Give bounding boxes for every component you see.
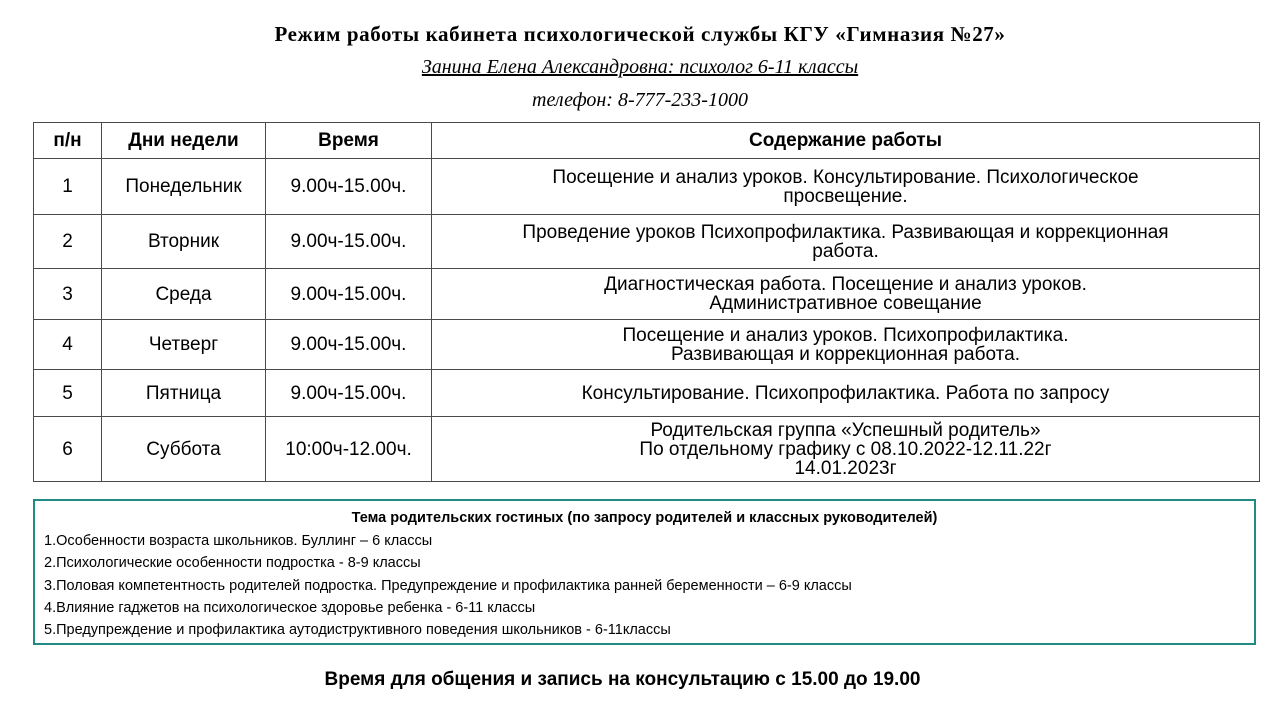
page-title: Режим работы кабинета психологической службы КГУ «Гимназия №27» (274, 22, 1006, 46)
row-time: 9.00ч-15.00ч. (266, 215, 432, 269)
row-content-line: работа. (812, 240, 879, 262)
column-header-time: Время (266, 123, 432, 159)
row-time: 9.00ч-15.00ч. (266, 370, 432, 417)
row-time: 9.00ч-15.00ч. (266, 269, 432, 320)
row-content-line: Проведение уроков Психопрофилактика. Развивающая и коррекционная (522, 221, 1169, 243)
table-row (34, 320, 1260, 370)
row-content-line: Диагностическая работа. Посещение и анализ уроков. (604, 274, 1087, 295)
table-row (34, 159, 1260, 215)
row-number: 3 (34, 269, 102, 320)
topic-item: 2.Психологические особенности подростка - 8-9 классы (44, 555, 421, 572)
row-content-line: Посещение и анализ уроков. Консультирование. Психологическое (552, 166, 1139, 188)
psychologist-name (0, 56, 1280, 79)
row-number: 6 (34, 417, 102, 482)
topic-item: 4.Влияние гаджетов на психологическое здоровье ребенка - 6-11 классы (44, 599, 536, 616)
table-row (34, 215, 1260, 269)
schedule-header-row (34, 123, 1260, 159)
row-number: 1 (34, 159, 102, 215)
row-time: 9.00ч-15.00ч. (266, 320, 432, 370)
column-header-content: Содержание работы (432, 123, 1260, 159)
row-day: Понедельник (102, 159, 266, 215)
row-content-line: Посещение и анализ уроков. Психопрофилактика. (622, 324, 1069, 346)
column-header-day: Дни недели (102, 123, 266, 159)
row-content-line: просвещение. (783, 185, 908, 207)
parent-topics-box (33, 499, 1256, 645)
row-day: Пятница (102, 370, 266, 417)
row-content-line: Административное совещание (709, 293, 982, 314)
column-header-number: п/н (34, 123, 102, 159)
row-day: Четверг (102, 320, 266, 370)
row-content-line: Развивающая и коррекционная работа. (671, 343, 1020, 365)
row-content (432, 417, 1260, 482)
row-time: 9.00ч-15.00ч. (266, 159, 432, 215)
row-content (432, 269, 1260, 320)
row-content-line: Родительская группа «Успешный родитель» (650, 419, 1041, 441)
psychologist-name-text: Занина Елена Александровна: психолог 6-11 классы (421, 56, 859, 78)
table-row (34, 370, 1260, 417)
schedule-table (33, 122, 1260, 482)
row-day: Суббота (102, 417, 266, 482)
phone-number: телефон: 8-777-233-1000 (532, 89, 748, 111)
row-content-line: 14.01.2023г (794, 457, 897, 479)
row-content (432, 159, 1260, 215)
topic-item: 5.Предупреждение и профилактика аутодиструктивного поведения школьников - 6-11классы (44, 622, 671, 639)
topic-item: 3.Половая компетентность родителей подростка. Предупреждение и профилактика ранней беременности – 6-9 классы (44, 577, 852, 594)
row-number: 4 (34, 320, 102, 370)
row-content-line: По отдельному графику с 08.10.2022-12.11.22г (639, 438, 1052, 460)
table-row (34, 417, 1260, 482)
row-day: Вторник (102, 215, 266, 269)
row-day: Среда (102, 269, 266, 320)
row-number: 5 (34, 370, 102, 417)
table-row (34, 269, 1260, 320)
row-content (432, 370, 1260, 417)
topic-item: 1.Особенности возраста школьников. Буллинг – 6 классы (44, 533, 433, 549)
row-time: 10:00ч-12.00ч. (266, 417, 432, 482)
consultation-time: Время для общения и запись на консультацию с 15.00 до 19.00 (324, 669, 921, 690)
topics-title: Тема родительских гостиных (по запросу родителей и классных руководителей) (351, 510, 938, 526)
row-content (432, 215, 1260, 269)
row-number: 2 (34, 215, 102, 269)
row-content-line: Консультирование. Психопрофилактика. Работа по запросу (581, 382, 1110, 404)
row-content (432, 320, 1260, 370)
